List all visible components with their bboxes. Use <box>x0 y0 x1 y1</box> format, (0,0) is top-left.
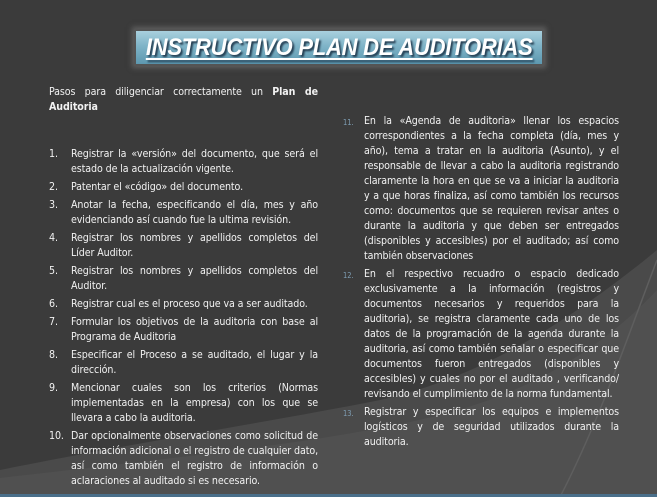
step-text: Especificar el Proceso a se auditado, el lugar y la dirección. <box>71 349 318 376</box>
list-item <box>49 231 318 261</box>
step-text: En el respectivo recuadro o espacio dedicado exclusivamente a la información (registros y documentos necesarios y requeridos para la auditoria), se registra claramente cada uno de los datos de la programación de la agenda durante la auditoria, así como también señalar o especificar que documentos fueron entregados (disponibles y accesibles) y cuales no por el auditado , verificando/ revisando el cumplimiento de la norma fundamental. <box>364 268 619 400</box>
step-number: 12. <box>343 271 354 280</box>
step-text: Anotar la fecha, especificando el día, mes y año evidenciando así cuando fue la ultima revisión. <box>71 199 318 226</box>
step-text: Mencionar cuales son los criterios (Normas implementadas en la empresa) con los que se llevara a cabo la auditoria. <box>71 382 318 424</box>
step-number: 8. <box>49 349 58 361</box>
step-text: Patentar el «código» del documento. <box>71 181 244 193</box>
step-number: 11. <box>343 118 354 127</box>
list-item <box>49 264 318 294</box>
list-item <box>49 297 318 312</box>
step-number: 4. <box>49 232 58 244</box>
step-text: Registrar los nombres y apellidos completos del Líder Auditor. <box>71 232 318 259</box>
list-item <box>343 114 619 264</box>
list-item <box>49 429 318 489</box>
intro-bold: Plan de Auditoria <box>49 86 318 113</box>
title-banner <box>134 29 544 66</box>
step-number: 9. <box>49 382 58 394</box>
list-item <box>49 147 318 177</box>
step-text: En la «Agenda de auditoria» llenar los espacios correspondientes a la fecha completa (día, mes y año), tema a tratar en la auditoria (Asunto), y el responsable de llevar a cabo la auditoria registrando claramente la hora en que se va a iniciar la auditoria y a que horas finaliza, así como también los recursos como: documentos que se requieren revisar antes o durante la auditoria y que deben ser entregados (disponibles y accesibles) por el auditado; así como también observaciones <box>364 115 619 262</box>
step-text: Registrar la «versión» del documento, que será el estado de la actualización vigente. <box>71 148 318 175</box>
step-number: 10. <box>49 430 64 442</box>
intro-paragraph <box>49 85 318 115</box>
intro-text: Pasos para diligenciar correctamente un <box>49 86 273 98</box>
step-number: 1. <box>49 148 58 160</box>
list-item <box>49 381 318 426</box>
step-number: 6. <box>49 298 58 310</box>
step-text: Registrar cual es el proceso que va a ser auditado. <box>71 298 308 310</box>
step-number: 7. <box>49 316 58 328</box>
step-number: 3. <box>49 199 58 211</box>
left-column <box>49 85 318 492</box>
step-text: Dar opcionalmente observaciones como solicitud de información adicional o el registro de cualquier dato, así como también el registro de información o aclaraciones al auditado si es necesario. <box>71 430 318 487</box>
step-number: 5. <box>49 265 58 277</box>
right-column <box>343 114 619 453</box>
page-title: INSTRUCTIVO PLAN DE AUDITORIAS <box>145 33 533 61</box>
list-item <box>49 315 318 345</box>
steps-list-right <box>343 114 619 450</box>
list-item <box>49 198 318 228</box>
step-text: Formular los objetivos de la auditoria con base al Programa de Auditoria <box>71 316 318 343</box>
step-text: Registrar y especificar los equipos e implementos logísticos y de seguridad utilizados durante la auditoria. <box>364 406 619 448</box>
list-item <box>343 267 619 402</box>
step-number: 13. <box>343 409 354 418</box>
steps-list-left <box>49 147 318 489</box>
list-item <box>49 180 318 195</box>
step-text: Registrar los nombres y apellidos completos del Auditor. <box>71 265 318 292</box>
list-item <box>49 348 318 378</box>
step-number: 2. <box>49 181 58 193</box>
list-item <box>343 405 619 450</box>
